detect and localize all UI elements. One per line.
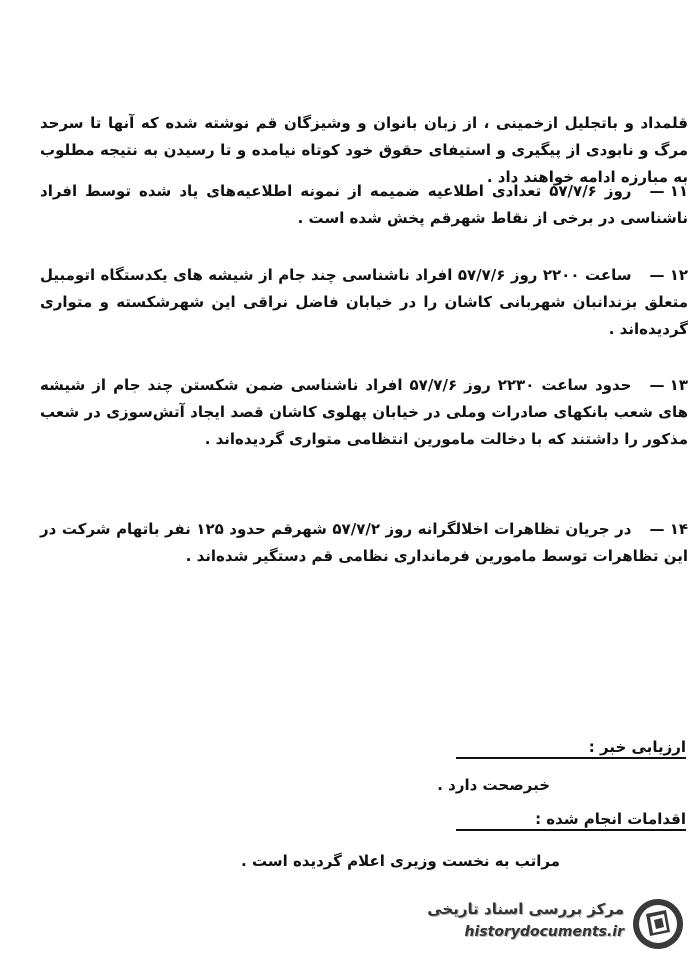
- list-item: [40, 372, 688, 453]
- item-text: حدود ساعت ۲۲۳۰ روز ۵۷/۷/۶ افراد ناشناسی ضمن شکستن چند جام از شیشه های شعب بانکهای صادرات وملی در خیابان پهلوی کاشان قصد ایجاد آتش‌سوزی در شعب مذکور را داشتند که با دخالت مامورین انتظامی متواری گردیده‌اند .: [40, 376, 688, 448]
- item-number: ۱۲ —: [649, 266, 688, 284]
- item-text: در جریان تظاهرات اخلالگرانه روز ۵۷/۷/۲ شهرقم حدود ۱۲۵ نفر باتهام شرکت در این تظاهرات توسط مامورین فرمانداری نظامی قم دستگیر شده‌اند .: [40, 520, 688, 565]
- watermark-title: مرکز بررسی اسناد تاریخی: [427, 900, 624, 918]
- evaluation-heading: ارزیابی خبر :: [456, 738, 686, 759]
- actions-text: مراتب به نخست وزیری اعلام گردیده است .: [241, 852, 560, 870]
- list-item: [40, 262, 688, 343]
- actions-heading: اقدامات انجام شده :: [456, 810, 686, 831]
- watermark: [406, 896, 686, 954]
- item-text: روز ۵۷/۷/۶ تعدادی اطلاعیه ضمیمه از نمونه اطلاعیه‌های یاد شده توسط افراد ناشناسی در برخی از نقاط شهرقم پخش شده است .: [40, 182, 688, 227]
- evaluation-text: خبرصحت دارد .: [437, 776, 550, 794]
- list-item: [40, 178, 688, 232]
- archive-logo-icon: [630, 896, 686, 952]
- item-number: ۱۴ —: [649, 520, 689, 538]
- item-text: ساعت ۲۲۰۰ روز ۵۷/۷/۶ افراد ناشناسی چند جام از شیشه های یکدستگاه اتومبیل متعلق بزندانبان شهربانی کاشان را در خیابان فاضل نراقی این شهرشکسته و متواری گردیده‌اند .: [40, 266, 688, 338]
- list-item: [40, 516, 688, 570]
- item-number: ۱۱ —: [649, 182, 688, 200]
- intro-text: قلمداد و باتجلیل ازخمینی ، از زبان بانوان و وشیزگان قم نوشته شده که آنها تا سرحد مرگ و نابودی از پیگیری و استیفای حقوق خود کوتاه نیامده و تا رسیدن به نتیجه مطلوب به مبارزه ادامه خواهند داد .: [40, 114, 688, 186]
- watermark-url: historydocuments.ir: [464, 924, 624, 940]
- item-number: ۱۳ —: [649, 376, 688, 394]
